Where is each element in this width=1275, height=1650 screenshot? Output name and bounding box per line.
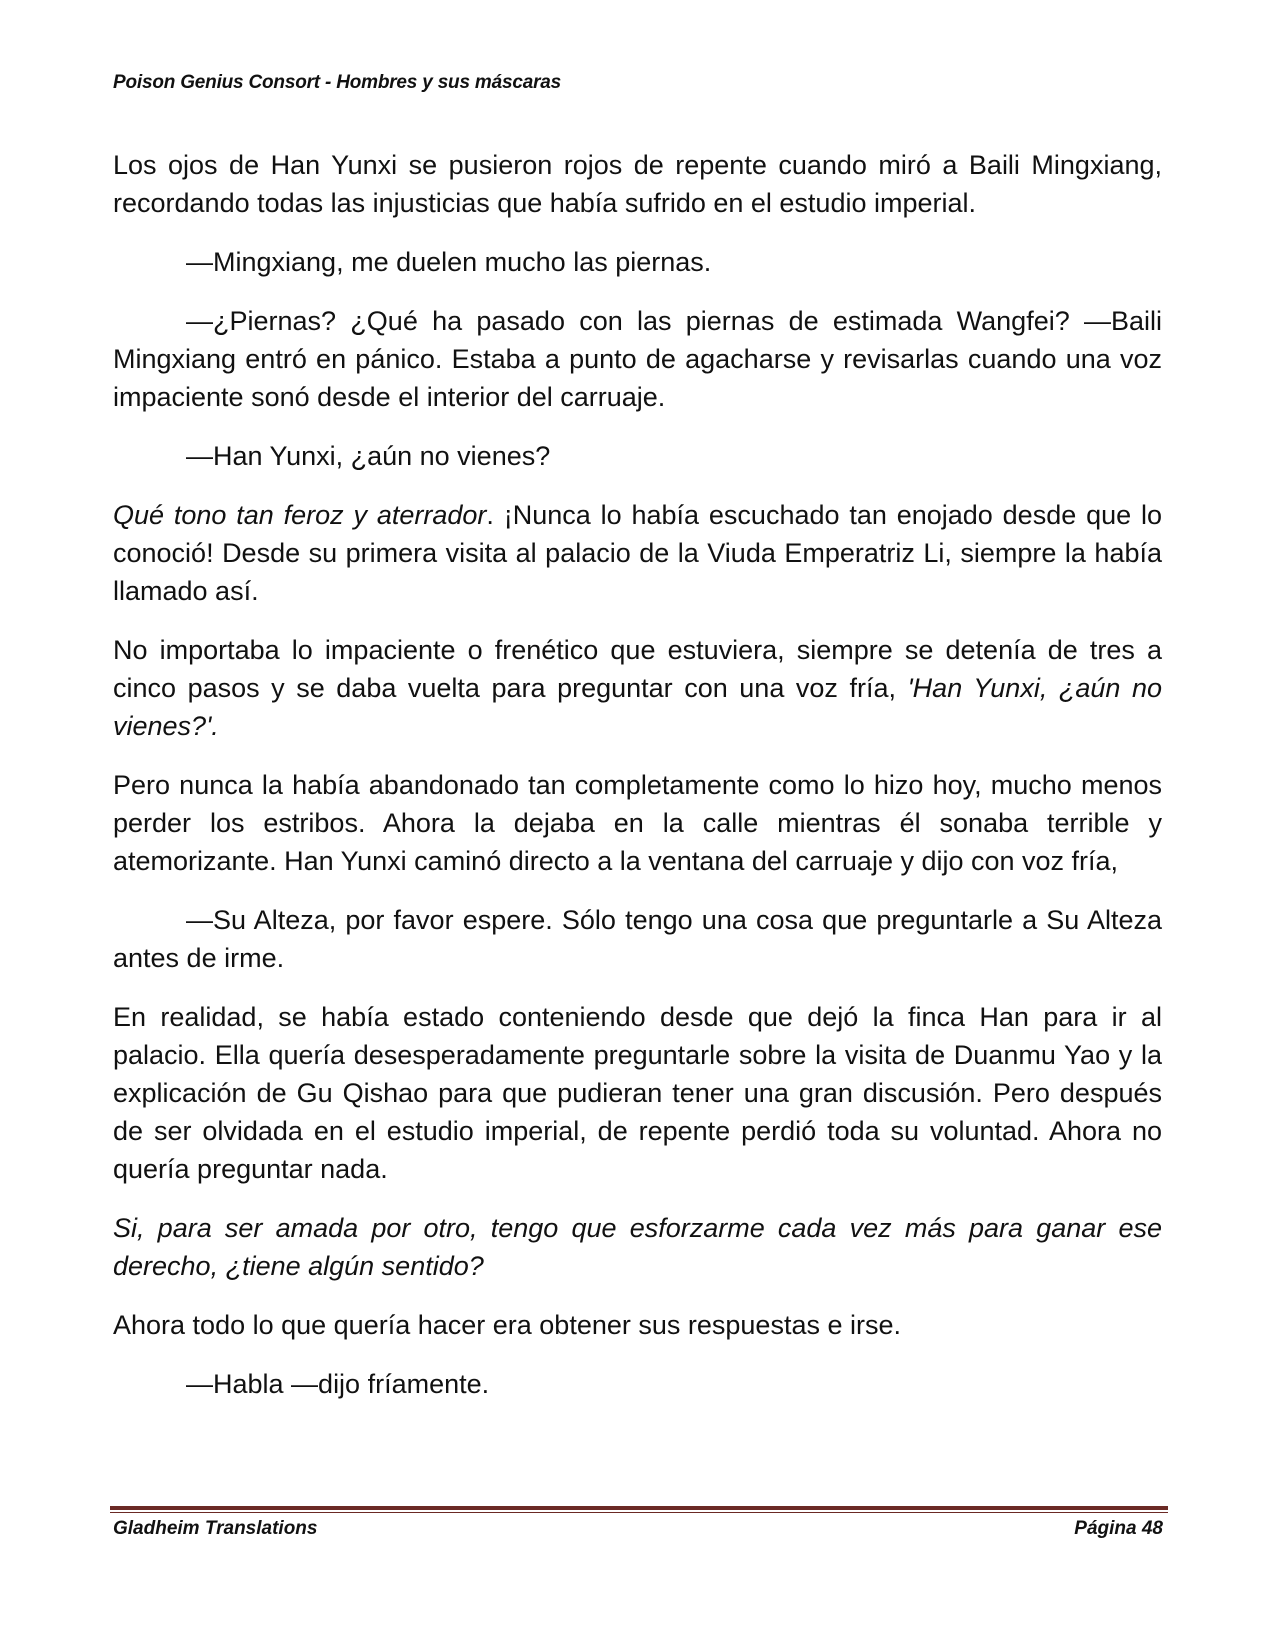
italic-thought: Si, para ser amada por otro, tengo que esforzarme cada vez más para ganar ese derecho, ¿tiene algún sentido?: [113, 1213, 1162, 1281]
paragraph-text: . ¡Nunca lo había escuchado tan enojado desde que lo conoció! Desde su primera visita al palacio de la Viuda Emperatriz Li, siempre la había llamado así.: [113, 500, 1162, 606]
italic-thought: Qué tono tan feroz y aterrador: [113, 500, 487, 530]
paragraph-dialogue: —¿Piernas? ¿Qué ha pasado con las piernas de estimada Wangfei? —Baili Mingxiang entró en pánico. Estaba a punto de agacharse y revisarlas cuando una voz impaciente sonó desde el interior del carruaje.: [113, 306, 1162, 412]
page-header: Poison Genius Consort - Hombres y sus máscaras: [113, 72, 561, 93]
paragraph-dialogue: —Mingxiang, me duelen mucho las piernas.: [186, 247, 712, 277]
paragraph: Ahora todo lo que quería hacer era obtener sus respuestas e irse.: [113, 1310, 901, 1340]
paragraph-italic: [113, 1209, 1162, 1285]
page-footer: [113, 1518, 1163, 1540]
paragraph: [113, 496, 1162, 610]
paragraph-dialogue: —Han Yunxi, ¿aún no vienes?: [186, 441, 551, 471]
page-number: Página 48: [1074, 1518, 1163, 1539]
paragraph: Pero nunca la había abandonado tan completamente como lo hizo hoy, mucho menos perder los estribos. Ahora la dejaba en la calle mientras él sonaba terrible y atemorizante. Han Yunxi caminó directo a la ventana del carruaje y dijo con voz fría,: [113, 770, 1162, 876]
footer-divider-thin: [110, 1512, 1168, 1513]
body-text: [113, 146, 1162, 1424]
paragraph: Los ojos de Han Yunxi se pusieron rojos de repente cuando miró a Baili Mingxiang, recordando todas las injusticias que había sufrido en el estudio imperial.: [113, 150, 1162, 218]
footer-divider: [110, 1506, 1168, 1510]
paragraph-dialogue: —Habla —dijo fríamente.: [186, 1369, 490, 1399]
paragraph: En realidad, se había estado conteniendo desde que dejó la finca Han para ir al palacio. Ella quería desesperadamente preguntarle sobre la visita de Duanmu Yao y la explicación de Gu Qishao para que pudieran tener una gran discusión. Pero después de ser olvidada en el estudio imperial, de repente perdió toda su voluntad. Ahora no quería preguntar nada.: [113, 1002, 1162, 1184]
paragraph-text: No importaba lo impaciente o frenético que estuviera, siempre se detenía de tres a cinco pasos y se daba vuelta para preguntar con una voz fría,: [113, 635, 1162, 703]
paragraph-dialogue: —Su Alteza, por favor espere. Sólo tengo una cosa que preguntarle a Su Alteza antes de irme.: [113, 905, 1162, 973]
paragraph: [113, 631, 1162, 745]
footer-publisher: Gladheim Translations: [113, 1518, 318, 1539]
italic-quote: 'Han Yunxi, ¿aún no vienes?'.: [113, 673, 1162, 741]
